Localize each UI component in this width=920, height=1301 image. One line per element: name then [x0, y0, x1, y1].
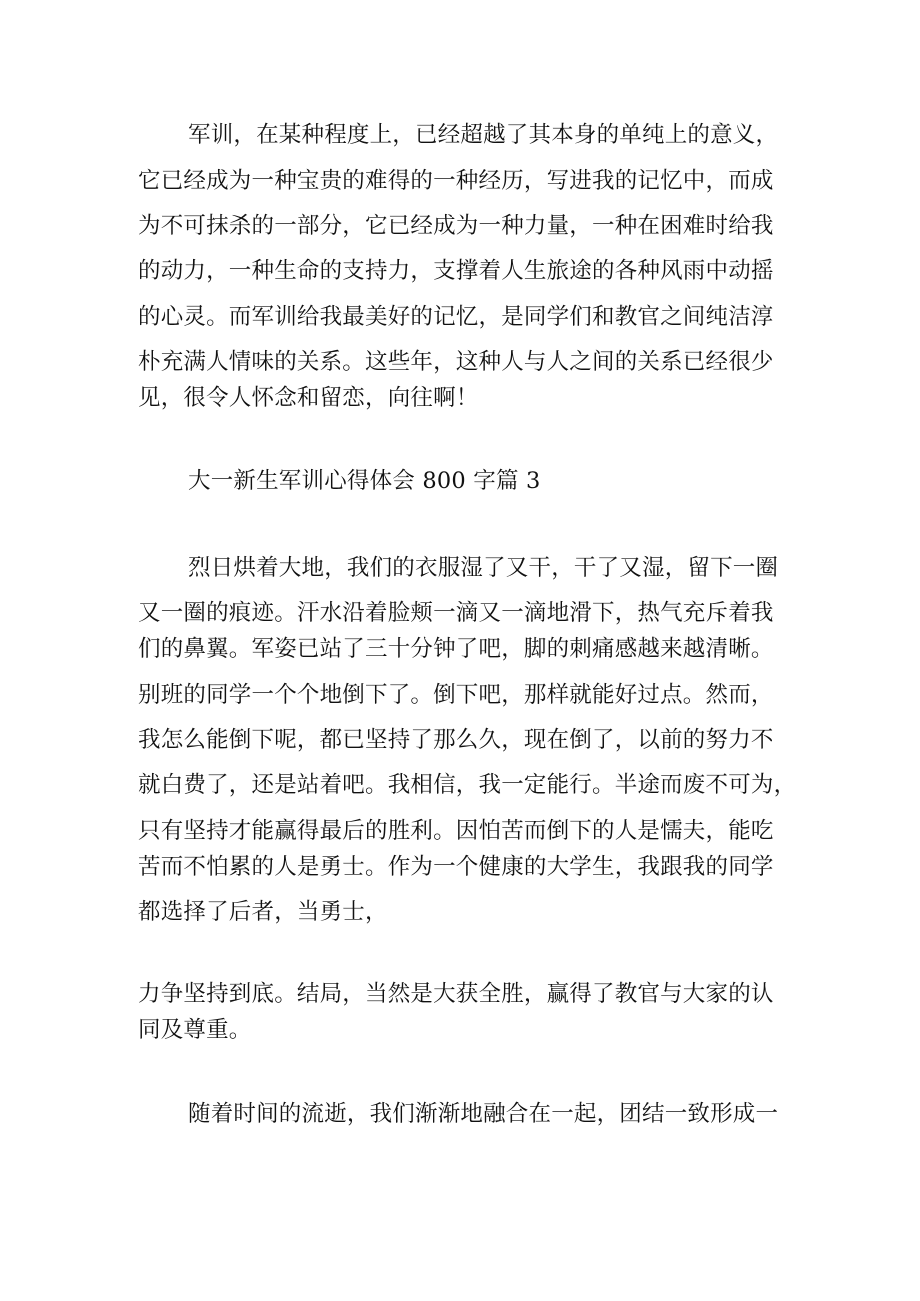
text-line: 苦而不怕累的人是勇士。作为一个健康的大学生，我跟我的同学	[138, 854, 774, 880]
text-line: 我怎么能倒下呢，都已坚持了那么久，现在倒了，以前的努力不	[138, 727, 774, 753]
section-heading: 大一新生军训心得体会 800 字篇 3	[188, 468, 541, 494]
text-line: 烈日烘着大地，我们的衣服湿了又干，干了又湿，留下一圈	[188, 555, 779, 581]
text-line: 朴充满人情味的关系。这些年，这种人与人之间的关系已经很少	[138, 349, 774, 375]
text-line: 的心灵。而军训给我最美好的记忆，是同学们和教官之间纯洁淳	[138, 304, 774, 330]
text-line: 都选择了后者，当勇士，	[138, 899, 388, 925]
text-line: 的动力，一种生命的支持力，支撑着人生旅途的各种风雨中动摇	[138, 258, 774, 284]
text-line: 只有坚持才能赢得最后的胜利。因怕苦而倒下的人是懦夫，能吃	[138, 818, 774, 844]
text-line: 随着时间的流逝，我们渐渐地融合在一起，团结一致形成一	[188, 1101, 779, 1127]
text-line: 同及尊重。	[138, 1017, 252, 1043]
text-line: 军训，在某种程度上，已经超越了其本身的单纯上的意义，	[188, 122, 779, 148]
text-line: 它已经成为一种宝贵的难得的一种经历，写进我的记忆中，而成	[138, 168, 774, 194]
text-line: 力争坚持到底。结局，当然是大获全胜，赢得了教官与大家的认	[138, 981, 774, 1007]
text-line: 见，很令人怀念和留恋，向往啊！	[138, 385, 479, 411]
text-line: 又一圈的痕迹。汗水沿着脸颊一滴又一滴地滑下，热气充斥着我	[138, 600, 774, 626]
text-line: 别班的同学一个个地倒下了。倒下吧，那样就能好过点。然而，	[138, 682, 774, 708]
text-line: 为不可抹杀的一部分，它已经成为一种力量，一种在困难时给我	[138, 213, 774, 239]
text-line: 就白费了，还是站着吧。我相信，我一定能行。半途而废不可为，	[138, 772, 797, 798]
text-line: 们的鼻翼。军姿已站了三十分钟了吧，脚的刺痛感越来越清晰。	[138, 636, 774, 662]
